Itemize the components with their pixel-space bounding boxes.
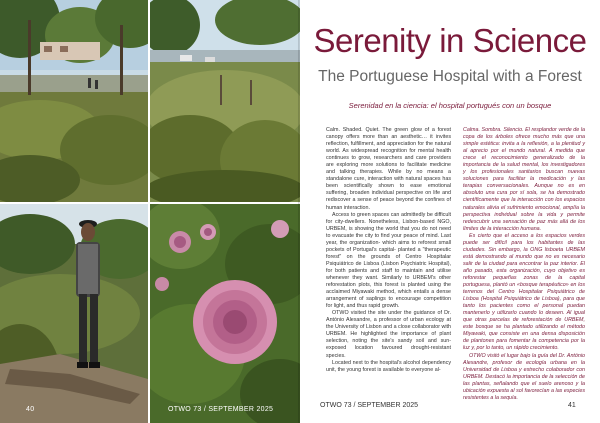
spanish-column	[463, 127, 585, 402]
photo-man-in-forest	[0, 204, 148, 423]
english-paragraph: Located next to the hospital's alcohol dependency unit, the young forest is available to everyone al-	[326, 359, 451, 373]
spanish-paragraph: Calma. Sombra. Silencio. El resplandor verde de la copa de los árboles ofrece mucho más que una simple estética: invita a la reflexión, a la plenitud y al aprecio por el mundo natural. A medida que crece el reconocimiento generalizado de la importancia de la salud mental, los investigadores y los profesionales sanitarios buscan nuevas soluciones para facilitar la medicación y las terapias conversacionales. Aunque no es en absoluto una cura por sí sola, se ha demostrado científicamente que la interacción con los espacios naturales alivia el sufrimiento emocional, amplía la perspectiva individual sobre la vida y permite redescubrir una sensación de paz más allá de los límites de la interacción humana.	[463, 127, 585, 232]
article-subtitle: The Portuguese Hospital with a Forest	[318, 68, 582, 85]
english-paragraph: Calm. Shaded. Quiet. The green glow of a forest canopy offers more than an aesthetic… it invites reflection, fulfillment, and appreciation for the natural world. As widespread recognition for mental health continues to grow, researchers and care providers are exploring more solutions to facilitate medicine and talking therapies. While by no means a standalone cure, interaction with natural spaces has been scientifically shown to ease emotional suffering, broaden individual perspective on life and rediscover a sense of peace beyond the confines of human interaction.	[326, 127, 451, 211]
left-page-number: 40	[26, 406, 35, 413]
english-paragraph: Access to green spaces can admittedly be difficult for city-dwellers. Nonetheless, Lisbon-based NGO, URBEM, is showing the world that you do not need to evacuate the city to find your peace of mind. Last year, the organization- which aims to reforest small pockets of Portugal's capital- planted a "therapeutic forest" on the grounds of Centro Hospitalar Psiquiátrico de Lisboa (Lisbon Psychiatric Hospital), for both patients and staff to maintain and utilise whenever they want. Similarly to URBEM's other reforestation plots, this forest is planted using the acclaimed Miyawaki method, which entails a dense arrangement of saplings to encourage competition for light, and thus rapid growth.	[326, 211, 451, 310]
left-issue-footer: OTWO 73 / SEPTEMBER 2025	[168, 406, 274, 413]
spanish-paragraph: OTWO visitó el lugar bajo la guía del Dr. António Alexandre, profesor de ecología urbana en la Universidad de Lisboa y estrecho colaborador con URBEM. Destacó la importancia de la selección de las plantas, señalando que el suelo arenoso y la ubicación expuesta al sol favorecían a las especies resistentes a la sequía.	[463, 352, 585, 401]
spanish-paragraph: Es cierto que el acceso a los espacios verdes puede ser difícil para los habitantes de las ciudades. Sin embargo, la ONG lisboeta URBEM está demostrando al mundo que no es necesario salir de la ciudad para encontrar la paz interior. El año pasado, esta organización, cuyo objetivo es reforestar pequeñas zonas de la capital portuguesa, plantó un «bosque terapéutico» en los terrenos del Centro Hospitalar Psiquiátrico de Lisboa (Hospital Psiquiátrico de Lisboa), para que tanto los pacientes como el personal puedan mantenerlo y utilizarlo cuando lo deseen. Al igual que otras parcelas de reforestación de URBEM, este bosque se ha plantado utilizando el método Miyawaki, que consiste en una densa disposición de plantones para fomentar la competencia por la luz y, por lo tanto, un rápido crecimiento.	[463, 232, 585, 352]
photo-trees-path	[0, 0, 148, 202]
right-page-article	[300, 0, 600, 423]
photo-forest-planting	[150, 0, 300, 202]
article-title: Serenity in Science	[313, 22, 587, 59]
right-page-number: 41	[568, 402, 576, 409]
english-paragraph: OTWO visited the site under the guidance of Dr. António Alexandre, a professor of urban ecology at the University of Lisbon and a close collaborator with URBEM. He highlighted the importance of plant selection, noting the site's sandy soil and sun-exposed location favoured drought-resistant species.	[326, 310, 451, 359]
right-issue-footer: OTWO 73 / SEPTEMBER 2025	[320, 402, 419, 409]
english-column	[326, 127, 451, 374]
photo-pink-roses	[150, 204, 300, 423]
spanish-subtitle: Serenidad en la ciencia: el hospital portugués con un bosque	[348, 101, 552, 110]
